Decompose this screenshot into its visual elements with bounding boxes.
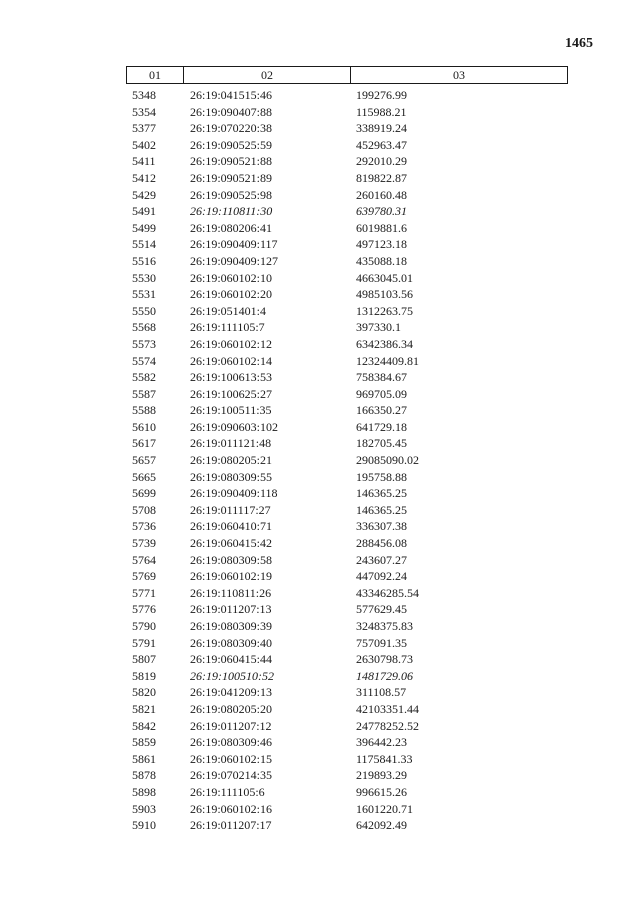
table-cell: 5820 (132, 685, 156, 700)
table-row (0, 336, 640, 353)
table-cell: 5412 (132, 170, 156, 185)
table-cell: 3248375.83 (356, 619, 413, 633)
table-cell: 5514 (132, 237, 156, 252)
table-cell: 5665 (132, 469, 156, 484)
table-cell: 243607.27 (356, 552, 407, 567)
table-row (0, 817, 640, 834)
table-row (0, 668, 640, 685)
table-row (0, 502, 640, 519)
table-cell: 42103351.44 (356, 701, 419, 716)
table-row (0, 220, 640, 237)
table-cell: 5819 (132, 668, 156, 683)
table-row (0, 751, 640, 768)
table-cell: 292010.29 (356, 154, 407, 169)
table-cell: 4663045.01 (356, 270, 413, 285)
table-row (0, 170, 640, 187)
table-cell: 5657 (132, 453, 156, 468)
table-cell: 182705.45 (356, 436, 407, 451)
table-cell: 5910 (132, 818, 156, 833)
table-cell: 336307.38 (356, 519, 407, 534)
table-cell: 5878 (132, 768, 156, 783)
table-cell: 195758.88 (356, 469, 407, 484)
table-cell: 5402 (132, 137, 156, 152)
table-cell: 26:19:041209:13 (190, 685, 273, 700)
table-cell: 5531 (132, 287, 156, 302)
table-cell: 5550 (132, 303, 156, 318)
table-cell: 26:19:051401:4 (190, 303, 267, 318)
table-cell: 5861 (132, 751, 156, 766)
table-cell: 5708 (132, 502, 156, 517)
table-row (0, 784, 640, 801)
table-row (0, 469, 640, 486)
table-cell: 115988.21 (356, 104, 407, 119)
table-cell: 452963.47 (356, 137, 407, 152)
table-cell: 5769 (132, 569, 156, 584)
table-cell: 5739 (132, 536, 156, 551)
table-row (0, 187, 640, 204)
table-row (0, 801, 640, 818)
table-cell: 5699 (132, 486, 156, 501)
table-cell: 5736 (132, 519, 156, 534)
table-row (0, 452, 640, 469)
table-cell: 26:19:090603:102 (190, 419, 279, 434)
table-cell: 5771 (132, 585, 156, 600)
table-cell: 5354 (132, 104, 156, 119)
table-cell: 338919.24 (356, 121, 407, 136)
table-cell: 43346285.54 (356, 585, 419, 600)
table-cell: 819822.87 (356, 170, 407, 185)
table-cell: 26:19:090521:89 (190, 170, 273, 185)
table-cell: 26:19:060415:42 (190, 536, 273, 551)
table-row (0, 618, 640, 635)
table-row (0, 701, 640, 718)
table-cell: 5821 (132, 701, 156, 716)
table-row (0, 253, 640, 270)
table-row (0, 353, 640, 370)
table-cell: 26:19:011207:13 (190, 602, 272, 617)
table-cell: 1312263.75 (356, 303, 413, 318)
table-cell: 5842 (132, 718, 156, 733)
table-cell: 146365.25 (356, 486, 407, 501)
table-row (0, 568, 640, 585)
table-cell: 26:19:060102:12 (190, 336, 273, 351)
table-cell: 26:19:080309:40 (190, 635, 273, 650)
table-cell: 969705.09 (356, 386, 407, 401)
table-cell: 5568 (132, 320, 156, 335)
table-row (0, 518, 640, 535)
table-cell: 5859 (132, 735, 156, 750)
table-header (126, 66, 568, 84)
table-cell: 397330.1 (356, 320, 401, 335)
table-cell: 757091.35 (356, 635, 407, 650)
table-cell: 219893.29 (356, 768, 407, 783)
table-cell: 29085090.02 (356, 453, 419, 468)
table-cell: 26:19:080309:39 (190, 619, 273, 633)
table-row (0, 635, 640, 652)
table-cell: 26:19:080205:20 (190, 701, 273, 716)
table-cell: 26:19:090525:59 (190, 137, 273, 152)
table-cell: 26:19:090407:88 (190, 104, 273, 119)
table-row (0, 236, 640, 253)
table-cell: 24778252.52 (356, 718, 419, 733)
table-row (0, 734, 640, 751)
table-row (0, 684, 640, 701)
table-cell: 5491 (132, 204, 156, 219)
table-body (0, 87, 640, 834)
table-cell: 26:19:110811:30 (190, 204, 273, 219)
table-cell: 26:19:090409:117 (190, 237, 278, 252)
table-cell: 5429 (132, 187, 156, 202)
table-cell: 26:19:080309:58 (190, 552, 273, 567)
table-cell: 26:19:011117:27 (190, 502, 271, 517)
table-cell: 26:19:041515:46 (190, 88, 273, 102)
table-cell: 5776 (132, 602, 156, 617)
table-cell: 396442.23 (356, 735, 407, 750)
table-cell: 12324409.81 (356, 353, 419, 368)
table-row (0, 303, 640, 320)
table-row (0, 585, 640, 602)
table-cell: 26:19:090525:98 (190, 187, 273, 202)
table-cell: 26:19:080206:41 (190, 220, 273, 235)
table-row (0, 319, 640, 336)
table-cell: 6019881.6 (356, 220, 407, 235)
table-cell: 577629.45 (356, 602, 407, 617)
table-cell: 26:19:080309:55 (190, 469, 273, 484)
table-cell: 5582 (132, 370, 156, 385)
table-cell: 5348 (132, 88, 156, 102)
table-row (0, 718, 640, 735)
table-cell: 26:19:060102:10 (190, 270, 273, 285)
table-cell: 26:19:111105:7 (190, 320, 265, 335)
table-cell: 5791 (132, 635, 156, 650)
table-cell: 26:19:011207:12 (190, 718, 272, 733)
table-cell: 5610 (132, 419, 156, 434)
table-cell: 1481729.06 (356, 668, 413, 683)
table-row (0, 153, 640, 170)
table-cell: 26:19:100511:35 (190, 403, 272, 418)
table-cell: 5411 (132, 154, 156, 169)
table-cell: 26:19:060410:71 (190, 519, 273, 534)
table-row (0, 435, 640, 452)
table-cell: 5790 (132, 619, 156, 633)
table-cell: 639780.31 (356, 204, 407, 219)
table-cell: 5377 (132, 121, 156, 136)
table-cell: 26:19:060415:44 (190, 652, 273, 667)
table-cell: 26:19:100510:52 (190, 668, 274, 683)
table-cell: 26:19:060102:20 (190, 287, 273, 302)
table-row (0, 601, 640, 618)
table-cell: 6342386.34 (356, 336, 413, 351)
table-cell: 166350.27 (356, 403, 407, 418)
table-cell: 996615.26 (356, 784, 407, 799)
table-cell: 26:19:060102:15 (190, 751, 273, 766)
table-row (0, 535, 640, 552)
table-cell: 1601220.71 (356, 801, 413, 816)
table-cell: 26:19:111105:6 (190, 784, 265, 799)
table-cell: 5574 (132, 353, 156, 368)
table-cell: 5764 (132, 552, 156, 567)
table-cell: 5516 (132, 253, 156, 268)
table-cell: 199276.99 (356, 88, 407, 102)
table-cell: 5898 (132, 784, 156, 799)
table-row (0, 104, 640, 121)
table-cell: 26:19:090409:127 (190, 253, 279, 268)
table-cell: 5617 (132, 436, 156, 451)
column-header-03: 03 (453, 68, 465, 82)
table-cell: 5587 (132, 386, 156, 401)
table-cell: 5499 (132, 220, 156, 235)
table-cell: 5530 (132, 270, 156, 285)
table-cell: 26:19:070220:38 (190, 121, 273, 136)
table-row (0, 286, 640, 303)
table-row (0, 270, 640, 287)
table-row (0, 137, 640, 154)
table-cell: 26:19:080205:21 (190, 453, 273, 468)
table-row (0, 203, 640, 220)
table-cell: 497123.18 (356, 237, 407, 252)
table-row (0, 120, 640, 137)
table-cell: 288456.08 (356, 536, 407, 551)
table-cell: 26:19:100613:53 (190, 370, 273, 385)
table-cell: 5588 (132, 403, 156, 418)
table-cell: 447092.24 (356, 569, 407, 584)
table-cell: 5903 (132, 801, 156, 816)
table-cell: 26:19:011121:48 (190, 436, 272, 451)
table-cell: 435088.18 (356, 253, 407, 268)
column-header-02: 02 (184, 67, 351, 83)
table-cell: 26:19:070214:35 (190, 768, 273, 783)
table-row (0, 552, 640, 569)
table-cell: 260160.48 (356, 187, 407, 202)
table-row (0, 485, 640, 502)
table-cell: 26:19:060102:19 (190, 569, 273, 584)
table-cell: 26:19:110811:26 (190, 585, 272, 600)
table-cell: 758384.67 (356, 370, 407, 385)
table-cell: 26:19:060102:16 (190, 801, 273, 816)
table-cell: 26:19:100625:27 (190, 386, 273, 401)
table-cell: 26:19:090409:118 (190, 486, 278, 501)
table-cell: 26:19:080309:46 (190, 735, 273, 750)
page-number: 1465 (565, 36, 593, 51)
table-cell: 641729.18 (356, 419, 407, 434)
table-row (0, 386, 640, 403)
column-header-01: 01 (127, 67, 184, 83)
table-row (0, 651, 640, 668)
table-cell: 26:19:011207:17 (190, 818, 272, 833)
table-row (0, 369, 640, 386)
table-cell: 26:19:090521:88 (190, 154, 273, 169)
table-row (0, 402, 640, 419)
table-cell: 2630798.73 (356, 652, 413, 667)
table-cell: 5807 (132, 652, 156, 667)
table-row (0, 767, 640, 784)
table-cell: 311108.57 (356, 685, 407, 700)
table-cell: 5573 (132, 336, 156, 351)
table-cell: 146365.25 (356, 502, 407, 517)
table-cell: 1175841.33 (356, 751, 413, 766)
table-row (0, 419, 640, 436)
table-cell: 26:19:060102:14 (190, 353, 273, 368)
table-cell: 4985103.56 (356, 287, 413, 302)
table-row (0, 87, 640, 104)
table-cell: 642092.49 (356, 818, 407, 833)
